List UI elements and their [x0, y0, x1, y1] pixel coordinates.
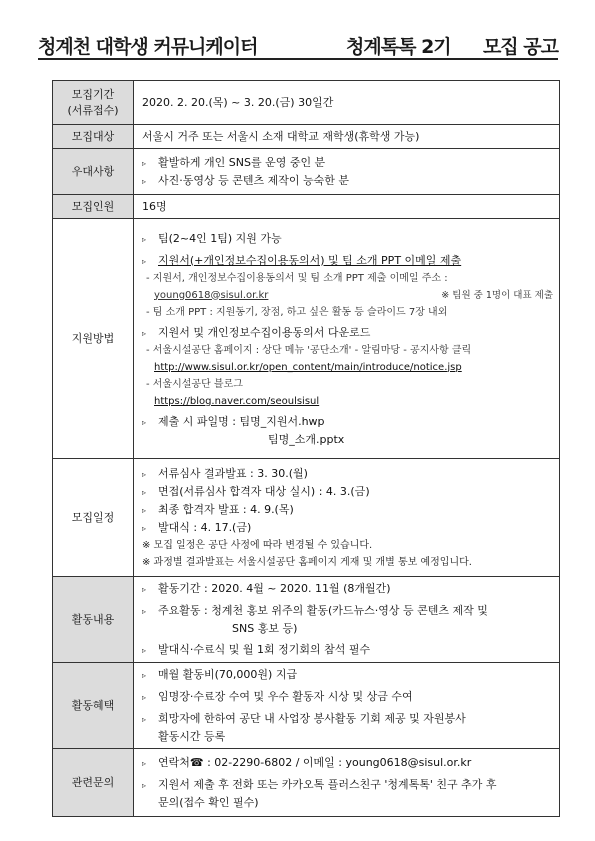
bullet-icon: ▹ — [142, 505, 147, 515]
row-period — [53, 81, 560, 125]
benefit-label: 활동혜택 — [53, 663, 134, 749]
bullet-icon: ▹ — [142, 585, 147, 594]
contact-info: 연락처☎ : 02-2290-6802 / 이메일 : young0618@sisul.or.kr — [158, 756, 472, 769]
title-program: 청계천 대학생 커뮤니케이터 — [38, 36, 258, 58]
bullet-icon: ▹ — [142, 693, 147, 702]
row-target — [53, 125, 560, 149]
schedule-cell — [134, 459, 560, 577]
list-item: ▹ 면접(서류심사 합격자 대상 실시) : 4. 3.(금) — [142, 483, 553, 501]
list-item: ▹ 희망자에 한하여 공단 내 사업장 봉사활동 기회 제공 및 자원봉사 — [142, 710, 553, 728]
list-item: ▹ 매월 활동비(70,000원) 지급 — [142, 666, 553, 684]
ppt-filename: 팀명_소개.pptx — [268, 432, 345, 446]
period-value: 2020. 2. 20.(목) ~ 3. 20.(금) 30일간 — [142, 96, 334, 109]
bullet-icon: ▹ — [142, 158, 147, 168]
list-item: ▹ 주요활동 : 청계천 홍보 위주의 활동(카드뉴스·영상 등 콘텐츠 제작 및 — [142, 602, 553, 620]
row-schedule — [53, 459, 560, 577]
bullet-icon: ▹ — [142, 523, 147, 533]
list-item — [142, 754, 553, 772]
list-item: ▹ 최종 합격자 발표 : 4. 9.(목) — [142, 501, 553, 519]
homepage-path: - 서울시설공단 홈페이지 : 상단 메뉴 '공단소개' - 알림마당 - 공지사항 클릭 — [146, 344, 472, 356]
list-item: ▹ 발대식·수료식 및 월 1회 정기회의 참석 필수 — [142, 641, 553, 659]
bullet-icon: ▹ — [142, 487, 147, 497]
bullet-icon: ▹ — [142, 234, 147, 244]
title-cohort: 청계톡톡 2기 — [346, 36, 451, 58]
row-benefit — [53, 663, 560, 749]
bullet-icon: ▹ — [142, 646, 147, 655]
title-underline — [38, 58, 558, 60]
target-value: 서울시 거주 또는 서울시 소재 대학교 재학생(휴학생 가능) — [142, 130, 420, 143]
list-item: ▹ 지원서(+개인정보수집이용동의서) 및 팀 소개 PPT 이메일 제출 — [142, 252, 553, 270]
bullet-icon: ▹ — [142, 176, 147, 186]
activity-cell — [134, 577, 560, 663]
list-item: ▹ 팀(2~4인 1팀) 지원 가능 — [142, 230, 553, 248]
list-item: ▹ 활발하게 개인 SNS를 운영 중인 분 — [142, 154, 553, 172]
activity-label: 활동내용 — [53, 577, 134, 663]
email-address[interactable]: young0618@sisul.or.kr — [154, 289, 269, 301]
period-label: 모집기간 (서류접수) — [53, 81, 134, 125]
blog-link[interactable]: https://blog.naver.com/seoulsisul — [154, 395, 320, 407]
list-item: ▹ 제출 시 파일명 : 팀명_지원서.hwp — [142, 413, 553, 431]
row-preference — [53, 149, 560, 195]
bullet-icon: ▹ — [142, 607, 147, 616]
schedule-note: ※ 모집 일정은 공단 사정에 따라 변경될 수 있습니다. — [142, 539, 373, 551]
row-contact — [53, 749, 560, 817]
benefit-cell — [134, 663, 560, 749]
bullet-icon: ▹ — [142, 781, 147, 790]
list-item: ▹ 활동기간 : 2020. 4월 ~ 2020. 11월 (8개월간) — [142, 580, 553, 598]
preference-label: 우대사항 — [53, 149, 134, 195]
bullet-icon: ▹ — [142, 256, 147, 266]
representative-note: ※ 팀원 중 1명이 대표 제출 — [441, 289, 553, 301]
blog-label: - 서울시설공단 블로그 — [146, 378, 243, 390]
email-line — [142, 287, 553, 304]
count-label: 모집인원 — [53, 195, 134, 219]
count-value: 16명 — [134, 195, 560, 219]
period-value-cell — [134, 81, 560, 125]
row-count — [53, 195, 560, 219]
bullet-icon: ▹ — [142, 671, 147, 680]
method-label: 지원방법 — [53, 219, 134, 459]
schedule-label: 모집일정 — [53, 459, 134, 577]
benefit-continued: 활동시간 등록 — [158, 730, 226, 743]
list-item: ▹ 임명장·수료장 수여 및 우수 활동자 시상 및 상금 수여 — [142, 688, 553, 706]
row-activity — [53, 577, 560, 663]
contact-cell — [134, 749, 560, 817]
method-cell — [134, 219, 560, 459]
target-label: 모집대상 — [53, 125, 134, 149]
schedule-note: ※ 과정별 결과발표는 서울시설공단 홈페이지 게재 및 개별 통보 예정입니다. — [142, 556, 472, 568]
email-instruction: - 지원서, 개인정보수집이용동의서 및 팀 소개 PPT 제출 이메일 주소 : — [146, 272, 448, 284]
list-item: ▹ 지원서 제출 후 전화 또는 카카오톡 플러스친구 '청계톡톡' 친구 추가 후 — [142, 776, 553, 794]
title-notice: 모집 공고 — [482, 36, 558, 58]
bullet-icon: ▹ — [142, 715, 147, 724]
bullet-icon: ▹ — [142, 469, 147, 479]
list-item: ▹ 서류심사 결과발표 : 3. 30.(월) — [142, 465, 553, 483]
contact-label: 관련문의 — [53, 749, 134, 817]
notice-link[interactable]: http://www.sisul.or.kr/open_content/main/introduce/notice.jsp — [154, 361, 462, 373]
row-method — [53, 219, 560, 459]
bullet-icon: ▹ — [142, 328, 147, 338]
list-item: ▹ 사진·동영상 등 콘텐츠 제작이 능숙한 분 — [142, 172, 553, 190]
recruitment-table — [52, 80, 560, 817]
page-title — [38, 32, 558, 59]
bullet-icon: ▹ — [142, 417, 147, 427]
contact-continued: 문의(접수 확인 필수) — [158, 796, 259, 809]
preference-cell — [134, 149, 560, 195]
target-value-cell — [134, 125, 560, 149]
activity-continued: SNS 홍보 등) — [232, 622, 298, 635]
bullet-icon: ▹ — [142, 759, 147, 768]
ppt-instruction: - 팀 소개 PPT : 지원동기, 장점, 하고 싶은 활동 등 슬라이드 7장 내외 — [146, 306, 448, 318]
list-item: ▹ 지원서 및 개인정보수집이용동의서 다운로드 — [142, 324, 553, 342]
list-item: ▹ 발대식 : 4. 17.(금) — [142, 519, 553, 537]
